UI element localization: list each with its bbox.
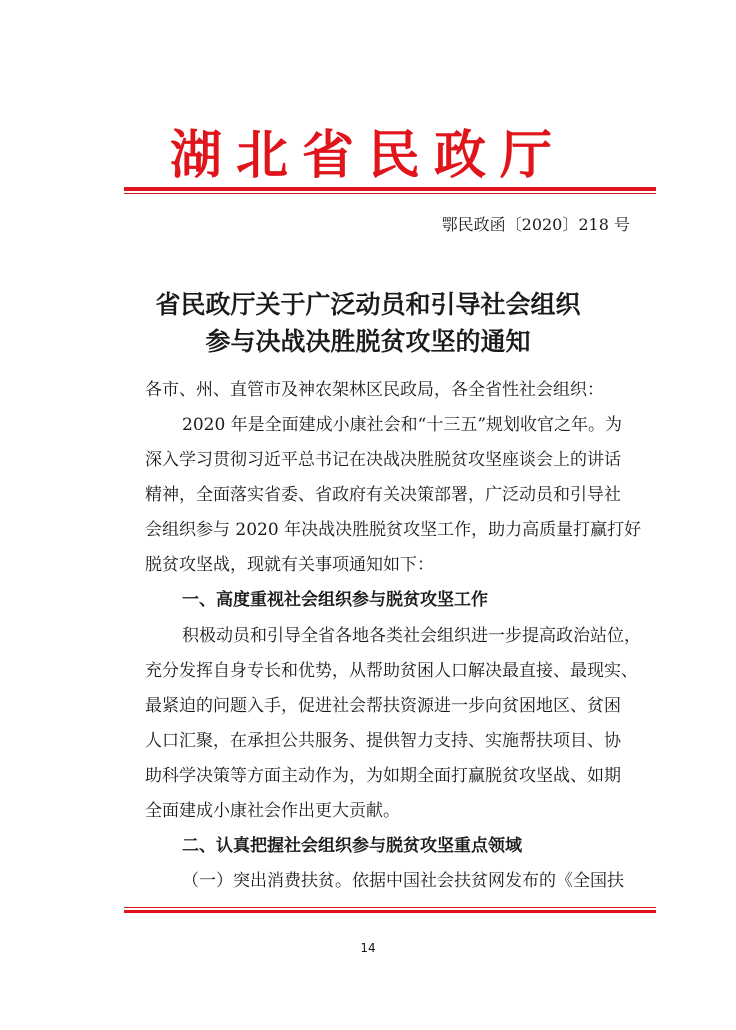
paragraph-line: 会组织参与 2020 年决战决胜脱贫攻坚工作，助力高质量打赢打好 xyxy=(145,520,642,540)
footer-rule-thin xyxy=(124,907,656,908)
letterhead-rule-top-thick xyxy=(124,187,656,191)
paragraph-line: 最紧迫的问题入手，促进社会帮扶资源进一步向贫困地区、贫困 xyxy=(145,696,621,716)
section-heading-1: 一、高度重视社会组织参与脱贫攻坚工作 xyxy=(182,590,488,610)
paragraph-line: 人口汇聚，在承担公共服务、提供智力支持、实施帮扶项目、协 xyxy=(145,731,621,751)
paragraph-line: 精神，全面落实省委、省政府有关决策部署，广泛动员和引导社 xyxy=(145,485,621,505)
paragraph-line: 积极动员和引导全省各地各类社会组织进一步提高政治站位， xyxy=(182,626,641,646)
paragraph-line: 2020 年是全面建成小康社会和“十三五”规划收官之年。为 xyxy=(182,415,623,435)
page-number: 14 xyxy=(360,941,376,955)
paragraph-line: 深入学习贯彻习近平总书记在决战决胜脱贫攻坚座谈会上的讲话 xyxy=(145,450,621,470)
document-title-line-2: 参与决战决胜脱贫攻坚的通知 xyxy=(205,327,531,356)
paragraph-line: （一）突出消费扶贫。依据中国社会扶贫网发布的《全国扶 xyxy=(182,871,624,891)
recipients-line: 各市、州、直管市及神农架林区民政局，各全省性社会组织： xyxy=(145,380,604,400)
section-heading-2: 二、认真把握社会组织参与脱贫攻坚重点领域 xyxy=(182,836,522,856)
letterhead-rule-top-thin xyxy=(124,193,656,194)
document-title xyxy=(0,286,736,360)
document-title-line-1: 省民政厅关于广泛动员和引导社会组织 xyxy=(155,290,581,319)
paragraph-line: 充分发挥自身专长和优势，从帮助贫困人口解决最直接、最现实、 xyxy=(145,661,638,681)
footer-rule-thick xyxy=(124,910,656,913)
document-number: 鄂民政函〔2020〕218 号 xyxy=(441,215,630,234)
paragraph-line: 脱贫攻坚战，现就有关事项通知如下： xyxy=(145,555,434,575)
letterhead-title: 湖北省民政厅 xyxy=(169,125,566,186)
paragraph-line: 助科学决策等方面主动作为，为如期全面打赢脱贫攻坚战、如期 xyxy=(145,766,621,786)
paragraph-line: 全面建成小康社会作出更大贡献。 xyxy=(145,801,400,821)
